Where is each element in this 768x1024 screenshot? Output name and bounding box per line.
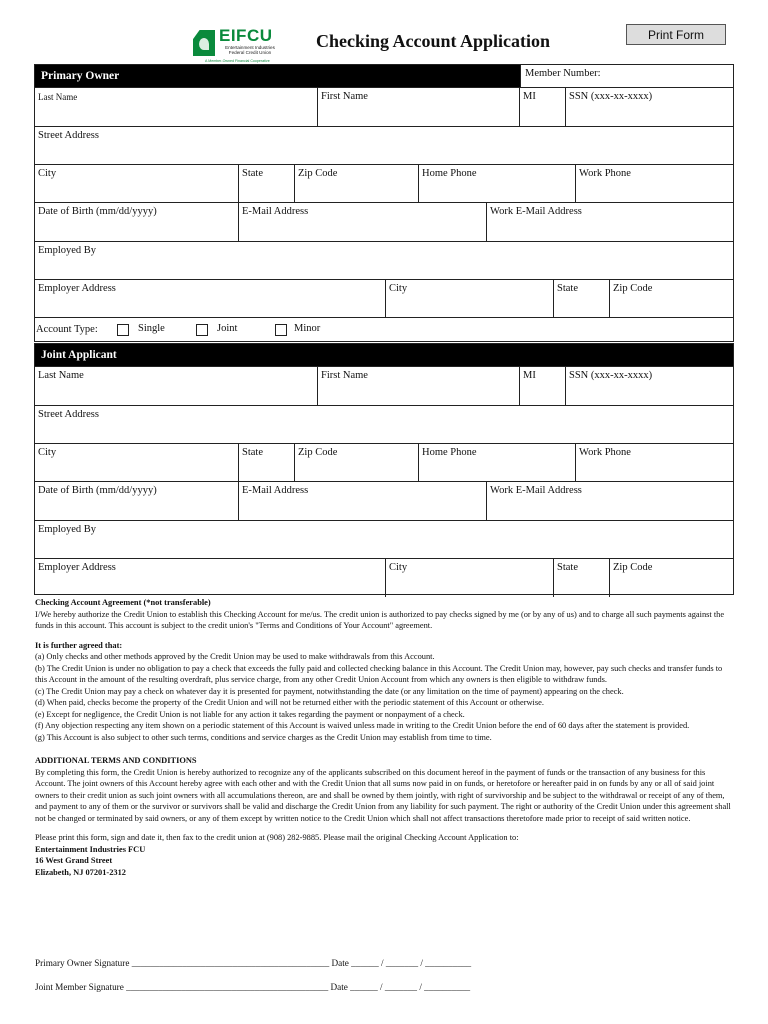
agreement-block	[35, 597, 735, 878]
agreement-item-d: (d) When paid, checks become the property of the Credit Union and will not be returned either with the periodic statement of this Account or otherwise.	[35, 698, 544, 707]
home-phone-cell[interactable]	[418, 165, 477, 203]
page-title: Checking Account Application	[316, 31, 551, 51]
employed-by-row[interactable]	[35, 241, 733, 279]
first-name-cell[interactable]	[317, 88, 368, 127]
print-form-button[interactable]: Print Form	[626, 24, 726, 45]
joint-emp-city-label: City	[389, 562, 408, 573]
agreement-item-f: (f) Any objection respecting any item shown on a periodic statement of this Account is waived unless made in writing to the Credit Union before the end of 60 days after the statement is provided.	[35, 721, 690, 730]
joint-employed-by-row[interactable]	[35, 520, 733, 558]
joint-name-row	[35, 366, 733, 405]
primary-signature-line[interactable]: Primary Owner Signature ___________________________________________ Date ______ / _______ / __________	[35, 958, 472, 968]
joint-applicant-section	[34, 343, 734, 595]
member-number-label: Member Number:	[525, 68, 601, 79]
joint-employer-address-label: Employer Address	[38, 562, 116, 573]
further-agreed-heading: It is further agreed that:	[35, 640, 123, 650]
logo-tagline: A Member-Owned Financial Cooperative	[205, 59, 270, 63]
work-email-label: Work E-Mail Address	[490, 206, 582, 217]
joint-work-phone-label: Work Phone	[579, 447, 631, 458]
additional-terms-text: By completing this form, the Credit Union is hereby authorized to recognize any of the applicants subscribed on this document hereof in the payment of funds or the transaction of any business for this Account. The joint owners of this Account hereby agree with each other and with the Credit Union that all sums now paid in on funds, or heretofore or hereafter paid in on funds by any or all of said joint owners to their credit union as such joint owners with all accumulations thereon, are and shall be owned by them jointly, with right of survivorship and be subject to the withdrawal or receipt of any of them, and payment to any of them or the survivor or survivors shall be valid and discharge the Credit Union from any liability for such payment. The right or authority of the Credit Union under this agreement shall not be changed or terminated by said owners, or any of them except by written notice to the Credit Union which shall not affect transactions theretofore made prior to receipt of said written notice.	[35, 767, 731, 823]
single-checkbox[interactable]	[117, 324, 129, 336]
email-cell[interactable]	[238, 203, 309, 242]
agreement-item-c: (c) The Credit Union may pay a check on whatever day it is presented for payment, notwithstanding the date (or any limitation on the time of payment) appearing on the check.	[35, 686, 624, 696]
agreement-item-g: (g) This Account is also subject to other such terms, conditions and service charges as the Credit Union may establish from time to time.	[35, 732, 492, 742]
joint-street-label: Street Address	[38, 409, 99, 420]
additional-terms-heading: ADDITIONAL TERMS AND CONDITIONS	[35, 756, 197, 765]
single-label: Single	[138, 323, 165, 334]
emp-city-label: City	[389, 283, 408, 294]
email-label: E-Mail Address	[242, 206, 309, 217]
member-number-cell[interactable]	[520, 65, 601, 87]
work-phone-cell[interactable]	[575, 165, 631, 203]
last-name-label: Last Name	[38, 92, 78, 102]
last-name-field[interactable]	[38, 108, 308, 120]
joint-email-label: E-Mail Address	[242, 485, 309, 496]
joint-first-name-label: First Name	[321, 370, 368, 381]
agreement-intro: I/We hereby authorize the Credit Union to establish this Checking Account for me/us. The credit union is authorized to pay checks signed by me (or by any of us) and to charge all such payments against the funds in this account. This account is subject to the credit union's "Terms and Conditions of Your Account" agreement.	[35, 609, 725, 630]
emp-zip-cell[interactable]	[609, 280, 653, 318]
joint-work-email-label: Work E-Mail Address	[490, 485, 582, 496]
minor-label: Minor	[294, 323, 321, 334]
home-phone-label: Home Phone	[422, 168, 477, 179]
joint-employer-address-row	[35, 558, 733, 596]
zip-cell[interactable]	[294, 165, 338, 203]
emp-state-label: State	[557, 283, 578, 294]
joint-city-label: City	[38, 447, 57, 458]
agreement-item-e: (e) Except for negligence, the Credit Union is not liable for any action it takes regarding the payment or nonpayment of a check.	[35, 709, 465, 719]
ssn-cell[interactable]	[565, 88, 653, 127]
city-row	[35, 164, 733, 202]
dob-row	[35, 202, 733, 241]
joint-street-row[interactable]	[35, 405, 733, 443]
work-email-cell[interactable]	[486, 203, 582, 242]
first-name-label: First Name	[321, 91, 368, 102]
joint-label: Joint	[217, 323, 238, 334]
joint-employed-by-label: Employed By	[38, 524, 97, 535]
state-cell[interactable]	[238, 165, 263, 203]
joint-emp-zip-cell[interactable]	[609, 559, 653, 597]
joint-dob-row	[35, 481, 733, 520]
joint-checkbox[interactable]	[196, 324, 208, 336]
logo-text: EIFCU	[219, 26, 273, 45]
address-line-1: Entertainment Industries FCU	[35, 844, 146, 854]
joint-emp-state-cell[interactable]	[553, 559, 578, 597]
joint-emp-zip-label: Zip Code	[613, 562, 653, 573]
employer-address-row	[35, 279, 733, 317]
joint-state-cell[interactable]	[238, 444, 263, 482]
logo-subtitle: Entertainment Industries Federal Credit Union	[225, 45, 275, 55]
joint-mi-label: MI	[523, 370, 536, 381]
logo-leaf-icon	[193, 30, 215, 56]
account-type-label: Account Type:	[36, 324, 98, 335]
emp-zip-label: Zip Code	[613, 283, 653, 294]
joint-city-row	[35, 443, 733, 481]
agreement-heading: Checking Account Agreement (*not transferable)	[35, 598, 211, 607]
address-line-2: 16 West Grand Street	[35, 856, 113, 865]
employed-by-label: Employed By	[38, 245, 97, 256]
state-label: State	[242, 168, 263, 179]
joint-applicant-bar: Joint Applicant	[35, 344, 733, 366]
emp-state-cell[interactable]	[553, 280, 578, 318]
street-row[interactable]	[35, 126, 733, 164]
joint-work-email-cell[interactable]	[486, 482, 582, 521]
name-row	[35, 87, 733, 126]
minor-checkbox[interactable]	[275, 324, 287, 336]
primary-owner-bar: Primary Owner	[35, 65, 520, 87]
mi-cell[interactable]	[519, 88, 536, 127]
work-phone-label: Work Phone	[579, 168, 631, 179]
joint-dob-label: Date of Birth (mm/dd/yyyy)	[38, 485, 157, 496]
agreement-item-a: (a) Only checks and other methods approved by the Credit Union may be used to make withdrawals from this Account.	[35, 652, 435, 661]
joint-work-phone-cell[interactable]	[575, 444, 631, 482]
agreement-item-b: (b) The Credit Union is under no obligation to pay a check that exceeds the fully paid and collected checking balance in this Account. The Credit Union may, however, pay such checks and transfer funds to this Account in the amount of the resulting overdraft, plus service charge, from any other Credit Union Account from which any owners is then eligible to withdraw funds.	[35, 663, 723, 684]
employer-address-label: Employer Address	[38, 283, 116, 294]
joint-home-phone-label: Home Phone	[422, 447, 477, 458]
joint-mi-cell[interactable]	[519, 367, 536, 406]
joint-last-name-label: Last Name	[38, 370, 84, 381]
joint-zip-label: Zip Code	[298, 447, 338, 458]
joint-emp-state-label: State	[557, 562, 578, 573]
mi-label: MI	[523, 91, 536, 102]
eifcu-logo	[193, 26, 281, 63]
zip-label: Zip Code	[298, 168, 338, 179]
joint-ssn-cell[interactable]	[565, 367, 653, 406]
emp-city-cell[interactable]	[385, 280, 408, 318]
joint-first-name-cell[interactable]	[317, 367, 368, 406]
ssn-label: SSN (xxx-xx-xxxx)	[569, 91, 653, 102]
joint-zip-cell[interactable]	[294, 444, 338, 482]
joint-emp-city-cell[interactable]	[385, 559, 408, 597]
joint-state-label: State	[242, 447, 263, 458]
fax-instructions: Please print this form, sign and date it, then fax to the credit union at (908) 282-9885. Please mail the original Checking Account Application to:	[35, 833, 519, 842]
dob-label: Date of Birth (mm/dd/yyyy)	[38, 206, 157, 217]
joint-ssn-label: SSN (xxx-xx-xxxx)	[569, 370, 653, 381]
joint-signature-line[interactable]: Joint Member Signature ____________________________________________ Date ______ / _______ / __________	[35, 982, 471, 992]
city-label: City	[38, 168, 57, 179]
primary-owner-section	[34, 64, 734, 342]
street-address-label: Street Address	[38, 130, 99, 141]
address-line-3: Elizabeth, NJ 07201-2312	[35, 867, 126, 877]
joint-email-cell[interactable]	[238, 482, 309, 521]
account-type-row	[35, 317, 733, 343]
joint-home-phone-cell[interactable]	[418, 444, 477, 482]
